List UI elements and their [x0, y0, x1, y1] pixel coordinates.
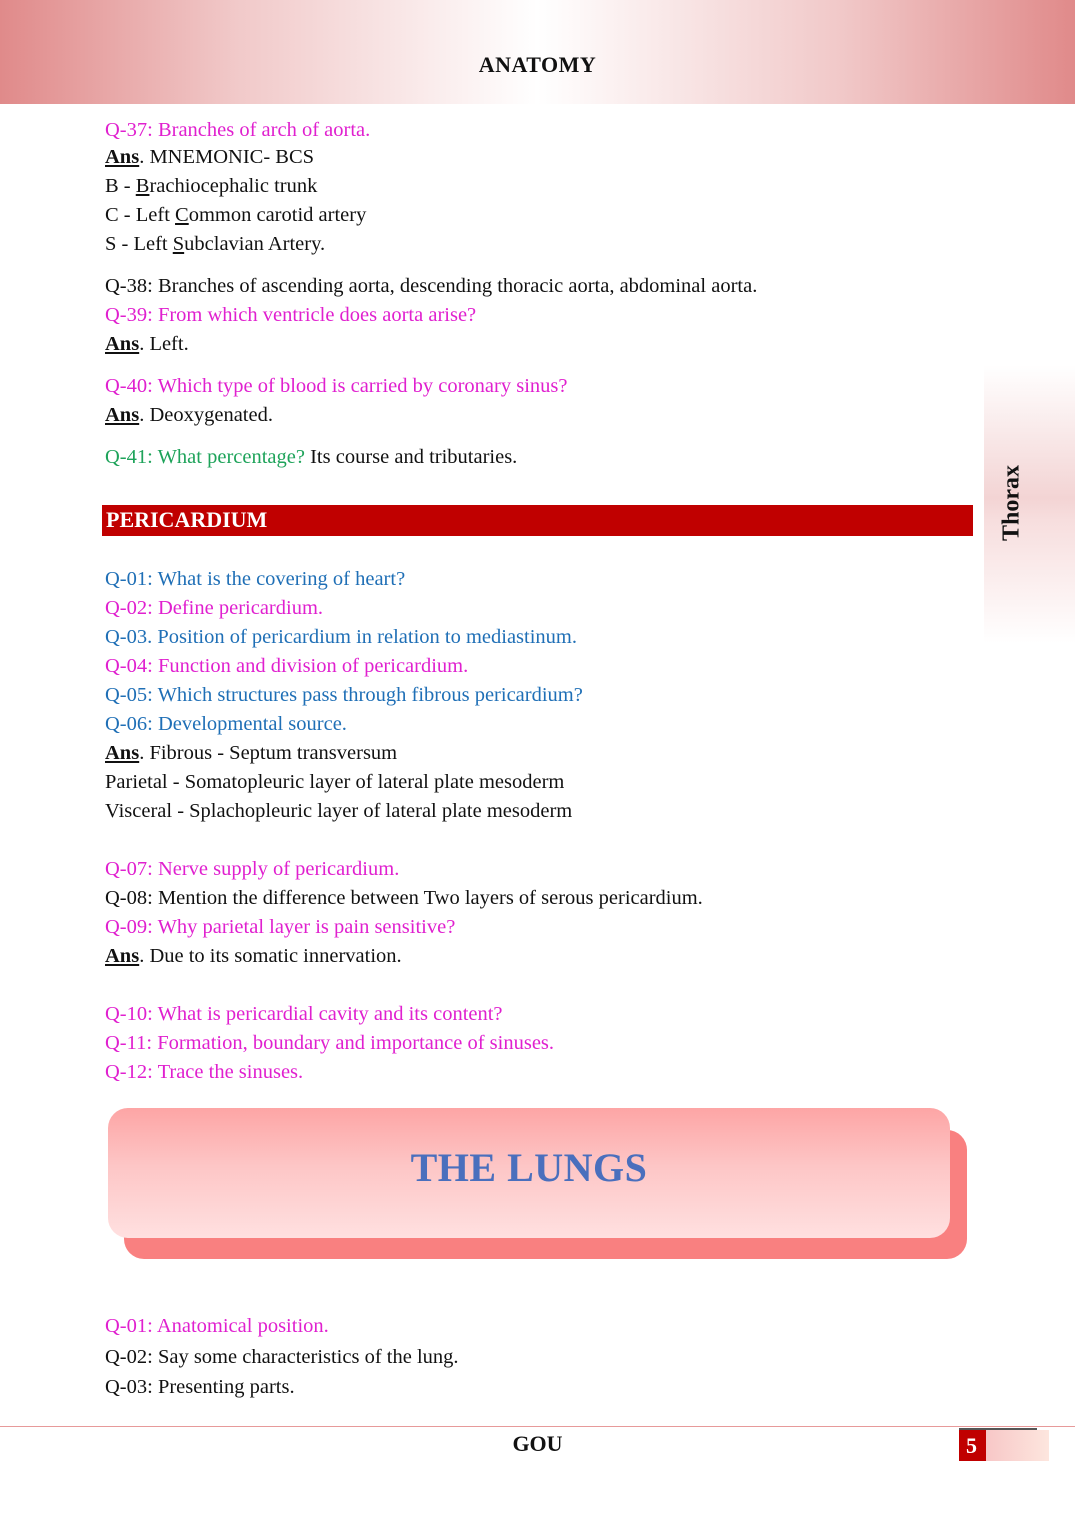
lungs-q01: Q-01: Anatomical position. — [105, 1315, 329, 1337]
answer-label: Ans — [105, 404, 140, 426]
pericardium-q02: Q-02: Define pericardium. — [105, 597, 324, 619]
question-q39: Q-39: From which ventricle does aorta arise? — [105, 304, 477, 326]
mnemonic-letter: B — [135, 175, 150, 197]
pericardium-q10: Q-10: What is pericardial cavity and its content? — [105, 1003, 503, 1025]
answer-q37 — [105, 144, 314, 170]
side-tab-label: Thorax — [998, 464, 1025, 542]
answer-text: . Deoxygenated. — [139, 404, 273, 426]
pericardium-q06: Q-06: Developmental source. — [105, 713, 347, 735]
question-q41-colored: Q-41: What percentage? — [105, 446, 305, 468]
pericardium-q05: Q-05: Which structures pass through fibrous pericardium? — [105, 684, 583, 706]
pericardium-q06-line3: Visceral - Splachopleuric layer of lateral plate mesoderm — [105, 800, 573, 822]
footer-label: GOU — [512, 1431, 563, 1456]
section-heading-bar — [102, 505, 973, 536]
section-heading-pericardium: PERICARDIUM — [106, 507, 268, 532]
pericardium-q11: Q-11: Formation, boundary and importance of sinuses. — [105, 1032, 555, 1054]
pericardium-q06-line2: Parietal - Somatopleuric layer of lateral plate mesoderm — [105, 771, 565, 793]
pericardium-q08: Q-08: Mention the difference between Two layers of serous pericardium. — [105, 887, 703, 909]
pericardium-q04: Q-04: Function and division of pericardium. — [105, 655, 469, 677]
mnemonic-rest: rachiocephalic trunk — [149, 175, 318, 197]
lungs-title: THE LUNGS — [410, 1145, 648, 1190]
mnemonic-line-s — [105, 231, 325, 257]
answer-label: Ans — [105, 742, 140, 764]
pericardium-q12: Q-12: Trace the sinuses. — [105, 1061, 304, 1083]
pericardium-q06-answer — [105, 740, 397, 766]
mnemonic-prefix: B - — [105, 175, 136, 197]
answer-q40 — [105, 402, 273, 428]
mnemonic-line-c — [105, 202, 366, 228]
answer-q39 — [105, 331, 189, 357]
question-q41 — [105, 444, 517, 470]
page-number: 5 — [966, 1433, 977, 1458]
lungs-q03: Q-03: Presenting parts. — [105, 1376, 295, 1398]
question-q37: Q-37: Branches of arch of aorta. — [105, 119, 371, 141]
answer-label: Ans — [105, 333, 140, 355]
mnemonic-letter: S — [172, 233, 185, 255]
pericardium-q09: Q-09: Why parietal layer is pain sensitive? — [105, 916, 456, 938]
question-q41-rest: Its course and tributaries. — [304, 446, 518, 468]
mnemonic-rest: ubclavian Artery. — [184, 233, 326, 255]
question-q38: Q-38: Branches of ascending aorta, descending thoracic aorta, abdominal aorta. — [105, 275, 758, 297]
mnemonic-prefix: C - Left — [105, 204, 176, 226]
answer-text: . Left. — [139, 333, 189, 355]
pericardium-q07: Q-07: Nerve supply of pericardium. — [105, 858, 400, 880]
footer-rule — [0, 1426, 1075, 1427]
pericardium-q01: Q-01: What is the covering of heart? — [105, 568, 406, 590]
question-q40: Q-40: Which type of blood is carried by coronary sinus? — [105, 375, 568, 397]
answer-label: Ans — [105, 146, 140, 168]
mnemonic-line-b — [105, 173, 317, 199]
answer-label: Ans — [105, 945, 140, 967]
answer-text: . Due to its somatic innervation. — [139, 945, 402, 967]
pericardium-q09-answer — [105, 943, 402, 969]
mnemonic-letter: C — [175, 204, 189, 226]
mnemonic-rest: ommon carotid artery — [188, 204, 367, 226]
answer-text: . Fibrous - Septum transversum — [139, 742, 398, 764]
page-header-title: ANATOMY — [478, 52, 597, 77]
lungs-banner — [108, 1108, 950, 1238]
answer-text: . MNEMONIC- BCS — [139, 146, 315, 168]
lungs-q02: Q-02: Say some characteristics of the lung. — [105, 1346, 459, 1368]
pericardium-q03: Q-03. Position of pericardium in relation to mediastinum. — [105, 626, 577, 648]
mnemonic-prefix: S - Left — [105, 233, 173, 255]
